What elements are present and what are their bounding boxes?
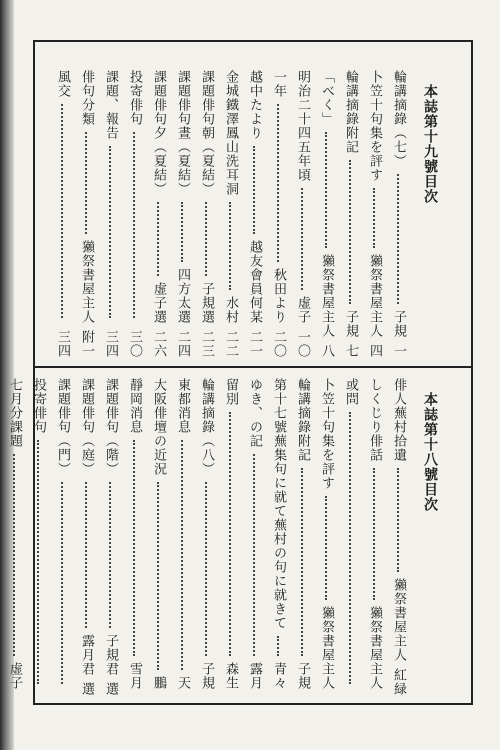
leader-dots (253, 454, 255, 656)
entry-page: 選 (79, 682, 94, 696)
entry-author: 獺祭書屋主人 (367, 254, 382, 338)
leader-dots (301, 188, 303, 290)
toc-entry (98, 70, 122, 358)
entry-title: 課題、報告 (103, 70, 118, 140)
entry-author: 越友會員何某 (247, 240, 262, 324)
entry-author: 青々 (271, 662, 286, 690)
leader-dots (373, 468, 375, 600)
leader-dots (277, 636, 279, 656)
entry-title (0, 378, 2, 448)
leader-dots (85, 132, 87, 234)
toc-entry (290, 378, 314, 696)
toc-entry (266, 70, 290, 358)
entry-page: 二〇 (271, 330, 286, 358)
entry-page: 二四 (175, 330, 190, 358)
toc-entry (50, 70, 74, 358)
entry-author: 獺祭書屋主人 (391, 578, 406, 662)
toc-entry (362, 378, 386, 696)
leader-dots (397, 468, 399, 572)
entry-author: 四方太選 (175, 268, 190, 324)
issue-18-title: 本誌第十八號目次 (422, 392, 438, 512)
leader-dots (397, 174, 399, 304)
toc-entry (242, 378, 266, 696)
entry-title: 輪講摘錄附記 (295, 378, 310, 462)
entry-title: 留別 (223, 378, 238, 406)
leader-dots (253, 146, 255, 234)
entry-title: 七月分課題 (7, 378, 22, 448)
entry-author: 子規 (343, 310, 358, 338)
leader-dots (109, 482, 111, 628)
entry-page: 一 (391, 344, 406, 358)
leader-dots (349, 412, 351, 684)
toc-entry (146, 378, 170, 696)
entry-author: 獺祭書屋主人 (79, 240, 94, 324)
leader-dots (157, 202, 159, 276)
entry-page: 三〇 (127, 330, 142, 358)
entry-title: 大阪俳壇の近況 (151, 378, 166, 476)
toc-entry (386, 378, 410, 696)
entry-author: 虚子 (7, 662, 22, 690)
leader-dots (181, 202, 183, 262)
entry-author: 露月君 (79, 634, 94, 676)
issue-18-contents (7, 378, 442, 696)
leader-dots (325, 496, 327, 600)
toc-entry (98, 378, 122, 696)
entry-author: 鵬 (151, 676, 166, 690)
entry-title: 課題俳句晝（夏結） (175, 70, 190, 196)
entry-title: 金城鐡澤鳳山洗耳洞 (223, 70, 238, 196)
toc-entry (314, 378, 338, 696)
entry-page: 紅緑 (391, 668, 406, 696)
leader-dots (373, 188, 375, 248)
leader-dots (13, 454, 15, 656)
entry-title: ゆき、の記 (247, 378, 262, 448)
entry-page: 一〇 (295, 330, 310, 358)
entry-author: 子規君 (103, 634, 118, 676)
entry-title: 或問 (343, 378, 358, 406)
toc-entry (26, 378, 50, 696)
entry-author: 獺祭書屋主人 (319, 254, 334, 338)
toc-entry (266, 378, 290, 696)
entry-author: 獺祭書屋主人 (367, 606, 382, 690)
leader-dots (61, 104, 63, 318)
entry-title: 「べく」 (319, 70, 334, 126)
entry-author: 雪月 (127, 662, 142, 690)
toc-entry (194, 378, 218, 696)
toc-entry (122, 378, 146, 696)
entry-page: 三四 (103, 330, 118, 358)
entry-title: 課題俳句（庭） (79, 378, 94, 476)
entry-title: 輪講摘錄（七） (391, 70, 406, 168)
leader-dots (229, 412, 231, 656)
entry-title: 俳人蕪村拾遺 (391, 378, 406, 462)
leader-dots (205, 202, 207, 276)
toc-entry (242, 70, 266, 358)
leader-dots (205, 482, 207, 656)
entry-page: 附一 (79, 330, 94, 358)
entry-title: 投寄俳句 (127, 70, 142, 126)
toc-entry (74, 378, 98, 696)
toc-entry (50, 378, 74, 696)
entry-title: 輪講摘錄附記 (343, 70, 358, 154)
toc-entry (2, 378, 26, 696)
entry-title: 投寄俳句 (31, 378, 46, 434)
entry-page: 二六 (151, 330, 166, 358)
toc-entry (218, 70, 242, 358)
toc-entry (338, 378, 362, 696)
leader-dots (157, 482, 159, 670)
entry-title: 東都消息 (175, 378, 190, 434)
toc-entry (74, 70, 98, 358)
toc-entry (194, 70, 218, 358)
toc-entry (338, 70, 362, 358)
issue-19-contents (55, 70, 442, 358)
issue-19-title: 本誌第十九號目次 (422, 84, 438, 204)
entry-title: 風交 (55, 70, 70, 98)
entry-page: 選 (103, 682, 118, 696)
leader-dots (349, 160, 351, 304)
leader-dots (133, 440, 135, 656)
entry-author: 子規 (295, 662, 310, 690)
leader-dots (229, 202, 231, 290)
toc-entry (170, 378, 194, 696)
toc-entry (218, 378, 242, 696)
leader-dots (181, 440, 183, 670)
entry-page: 二三 (199, 330, 214, 358)
entry-author: 子規選 (199, 282, 214, 324)
entry-author: 天 (175, 676, 190, 690)
section-divider (33, 366, 473, 368)
toc-entry (122, 70, 146, 358)
leader-dots (301, 468, 303, 656)
entry-author: 獺祭書屋主人 (319, 606, 334, 690)
toc-entry (386, 70, 410, 358)
leader-dots (37, 440, 39, 684)
entry-page: 八 (319, 344, 334, 358)
entry-title: 課題俳句（門） (55, 378, 70, 476)
toc-entry (170, 70, 194, 358)
toc-entry (290, 70, 314, 358)
toc-entry (146, 70, 170, 358)
entry-title: 俳句分類 (79, 70, 94, 126)
leader-dots (61, 482, 63, 684)
entry-author: 水村 (223, 296, 238, 324)
entry-page: 三四 (55, 330, 70, 358)
entry-page: 二二 (223, 330, 238, 358)
entry-title: 一年 (271, 70, 286, 98)
toc-entry (362, 70, 386, 358)
entry-title: 課題俳句夕（夏結） (151, 70, 166, 196)
entry-author: 森生 (223, 662, 238, 690)
entry-title: 第十七號蕪集句に就て蕪村の句に就きて (271, 378, 286, 630)
toc-entry (0, 378, 2, 696)
entry-author: 露月 (247, 662, 262, 690)
entry-title: 靜岡消息 (127, 378, 142, 434)
leader-dots (109, 146, 111, 318)
leader-dots (85, 482, 87, 628)
entry-author: 子規 (199, 662, 214, 690)
entry-author: 虚子選 (151, 282, 166, 324)
toc-entry (314, 70, 338, 358)
entry-page: 四 (367, 344, 382, 358)
entry-title: 明治二十四五年頃 (295, 70, 310, 182)
entry-title: 越中たより (247, 70, 262, 140)
entry-page: 七 (343, 344, 358, 358)
entry-author: 子規 (391, 310, 406, 338)
entry-author: 虚子 (295, 296, 310, 324)
leader-dots (133, 132, 135, 318)
entry-title: しくじり俳話 (367, 378, 382, 462)
entry-title: 課題俳句朝（夏結） (199, 70, 214, 196)
leader-dots (277, 104, 279, 262)
entry-title: 課題俳句（階） (103, 378, 118, 476)
entry-author: 秋田より (271, 268, 286, 324)
entry-title: 卜笠十句集を評す (367, 70, 382, 182)
entry-page: 二一 (247, 330, 262, 358)
entry-title: 輪講摘錄（八） (199, 378, 214, 476)
entry-title: 卜笠十句集を評す (319, 378, 334, 490)
leader-dots (325, 132, 327, 248)
